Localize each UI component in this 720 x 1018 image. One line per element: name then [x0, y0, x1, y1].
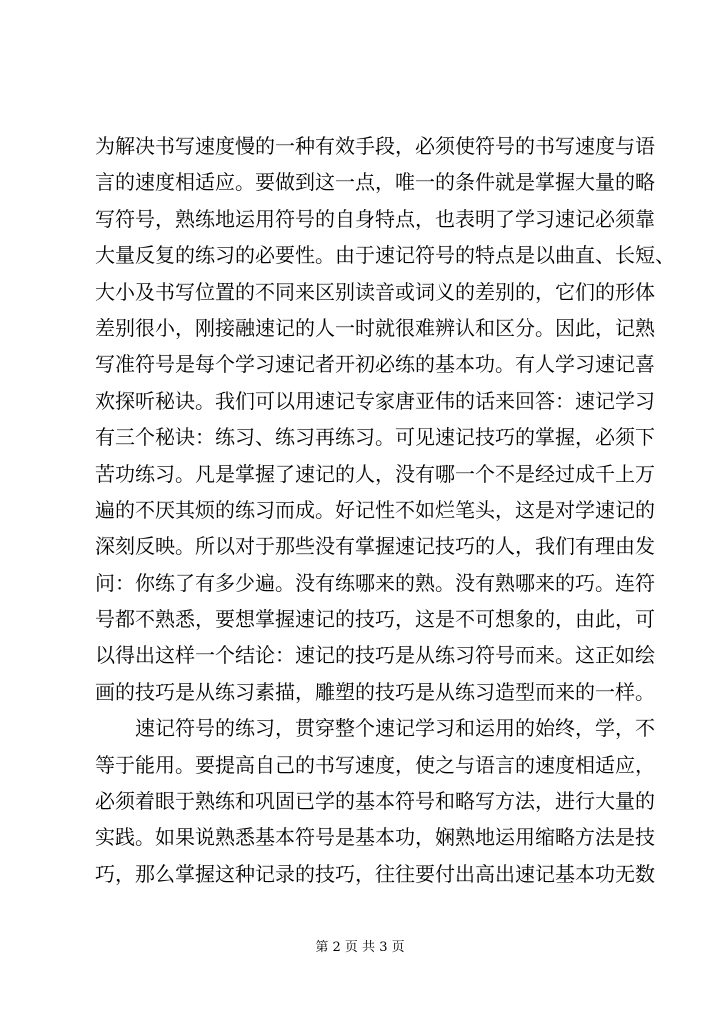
- text-line: 号都不熟悉，要想掌握速记的技巧，这是不可想象的，由此，可: [95, 607, 655, 632]
- text-line: 遍的不厌其烦的练习而成。好记性不如烂笔头，这是对学速记的: [95, 497, 655, 522]
- text-line: 实践。如果说熟悉基本符号是基本功，娴熟地运用缩略方法是技: [95, 825, 655, 850]
- text-line: 为解决书写速度慢的一种有效手段，必须使符号的书写速度与语: [95, 134, 655, 158]
- document-body: [95, 128, 675, 892]
- text-line: 画的技巧是从练习素描，雕塑的技巧是从练习造型而来的一样。: [95, 679, 655, 704]
- text-line: 欢探听秘诀。我们可以用速记专家唐亚伟的话来回答：速记学习: [95, 388, 655, 413]
- text-line: 必须着眼于熟练和巩固已学的基本符号和略写方法，进行大量的: [95, 789, 655, 814]
- text-line: 大小及书写位置的不同来区别读音或词义的差别的，它们的形体: [95, 279, 655, 304]
- text-line: 苦功练习。凡是掌握了速记的人，没有哪一个不是经过成千上万: [95, 461, 655, 486]
- text-line: 言的速度相适应。要做到这一点，唯一的条件就是掌握大量的略: [95, 170, 655, 195]
- text-line: 大量反复的练习的必要性。由于速记符号的特点是以曲直、长短、: [95, 243, 675, 268]
- paragraph-2: [95, 710, 655, 892]
- text-line: 速记符号的练习，贯穿整个速记学习和运用的始终，学，不: [135, 716, 655, 741]
- page-number-footer: 第 2 页 共 3 页: [315, 940, 405, 955]
- text-line: 有三个秘诀：练习、练习再练习。可见速记技巧的掌握，必须下: [95, 425, 655, 450]
- text-line: 写准符号是每个学习速记者开初必练的基本功。有人学习速记喜: [95, 352, 655, 377]
- text-line: 等于能用。要提高自己的书写速度，使之与语言的速度相适应，: [95, 752, 655, 777]
- text-line: 写符号，熟练地运用符号的自身特点，也表明了学习速记必须靠: [95, 206, 655, 231]
- text-line: 以得出这样一个结论：速记的技巧是从练习符号而来。这正如绘: [95, 643, 655, 668]
- text-line: 差别很小，刚接融速记的人一时就很难辨认和区分。因此，记熟: [95, 315, 655, 340]
- text-line: 巧，那么掌握这种记录的技巧，往往要付出高出速记基本功无数: [95, 861, 655, 886]
- text-line: 深刻反映。所以对于那些没有掌握速记技巧的人，我们有理由发: [95, 534, 655, 559]
- paragraph-1: [95, 128, 675, 710]
- text-line: 问：你练了有多少遍。没有练哪来的熟。没有熟哪来的巧。连符: [95, 570, 655, 595]
